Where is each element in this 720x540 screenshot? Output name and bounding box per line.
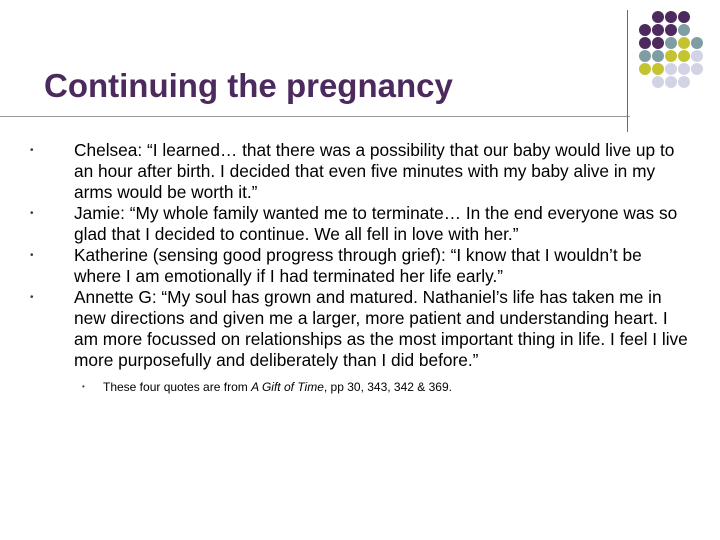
bullet-jamie [30, 203, 690, 245]
decor-dot [652, 50, 664, 62]
bullet-marker: • [30, 145, 34, 156]
bullet-text: Katherine (sensing good progress through grief): “I know that I wouldn’t be where I am emotionally if I had terminated her life early.” [74, 245, 642, 286]
slide-body [30, 140, 690, 395]
decor-dot [639, 37, 651, 49]
note-prefix: These four quotes are from [103, 380, 252, 394]
decor-dot [691, 63, 703, 75]
bullet-katherine [30, 245, 690, 287]
decor-dot [652, 11, 664, 23]
decor-dot [665, 37, 677, 49]
slide-title: Continuing the pregnancy [44, 67, 453, 104]
decor-dot [652, 24, 664, 36]
decor-dot [678, 11, 690, 23]
bullet-text: Annette G: “My soul has grown and matured. Nathaniel’s life has taken me in new directions and given me a larger, more patient and understanding heart. I am more focussed on relationships as the most important thing in life. I feel I live more purposefully and deliberately than I did before.” [74, 287, 688, 370]
decor-dot [639, 24, 651, 36]
book-title: A Gift of Time [251, 380, 324, 394]
bullet-annette [30, 287, 690, 371]
decor-dot [678, 76, 690, 88]
decor-dot [665, 24, 677, 36]
source-note [30, 379, 690, 395]
note-suffix: , pp 30, 343, 342 & 369. [323, 380, 452, 394]
bullet-marker: • [30, 292, 34, 303]
decor-dot [678, 24, 690, 36]
decor-dot [639, 50, 651, 62]
decor-dot [652, 37, 664, 49]
decor-dot [639, 63, 651, 75]
decor-dot [665, 76, 677, 88]
bullet-marker: • [30, 208, 34, 219]
decor-dot [691, 37, 703, 49]
decor-dot [678, 50, 690, 62]
decor-dot [678, 37, 690, 49]
bullet-text: Chelsea: “I learned… that there was a possibility that our baby would live up to an hour after birth. I decided that even five minutes with my baby alive in my arms would be worth it.” [74, 140, 675, 202]
decor-dot [665, 11, 677, 23]
bullet-marker: • [30, 250, 34, 261]
bullet-text: Jamie: “My whole family wanted me to terminate… In the end everyone was so glad that I decided to continue. We all fell in love with her.” [74, 203, 678, 244]
decor-dot [652, 76, 664, 88]
sub-bullet-marker: • [82, 382, 85, 391]
decor-dot [665, 63, 677, 75]
decor-dot [691, 50, 703, 62]
corner-dot-pattern [0, 0, 720, 140]
bullet-chelsea [30, 140, 690, 203]
decor-dot [665, 50, 677, 62]
decor-dot [678, 63, 690, 75]
decor-dot [652, 63, 664, 75]
